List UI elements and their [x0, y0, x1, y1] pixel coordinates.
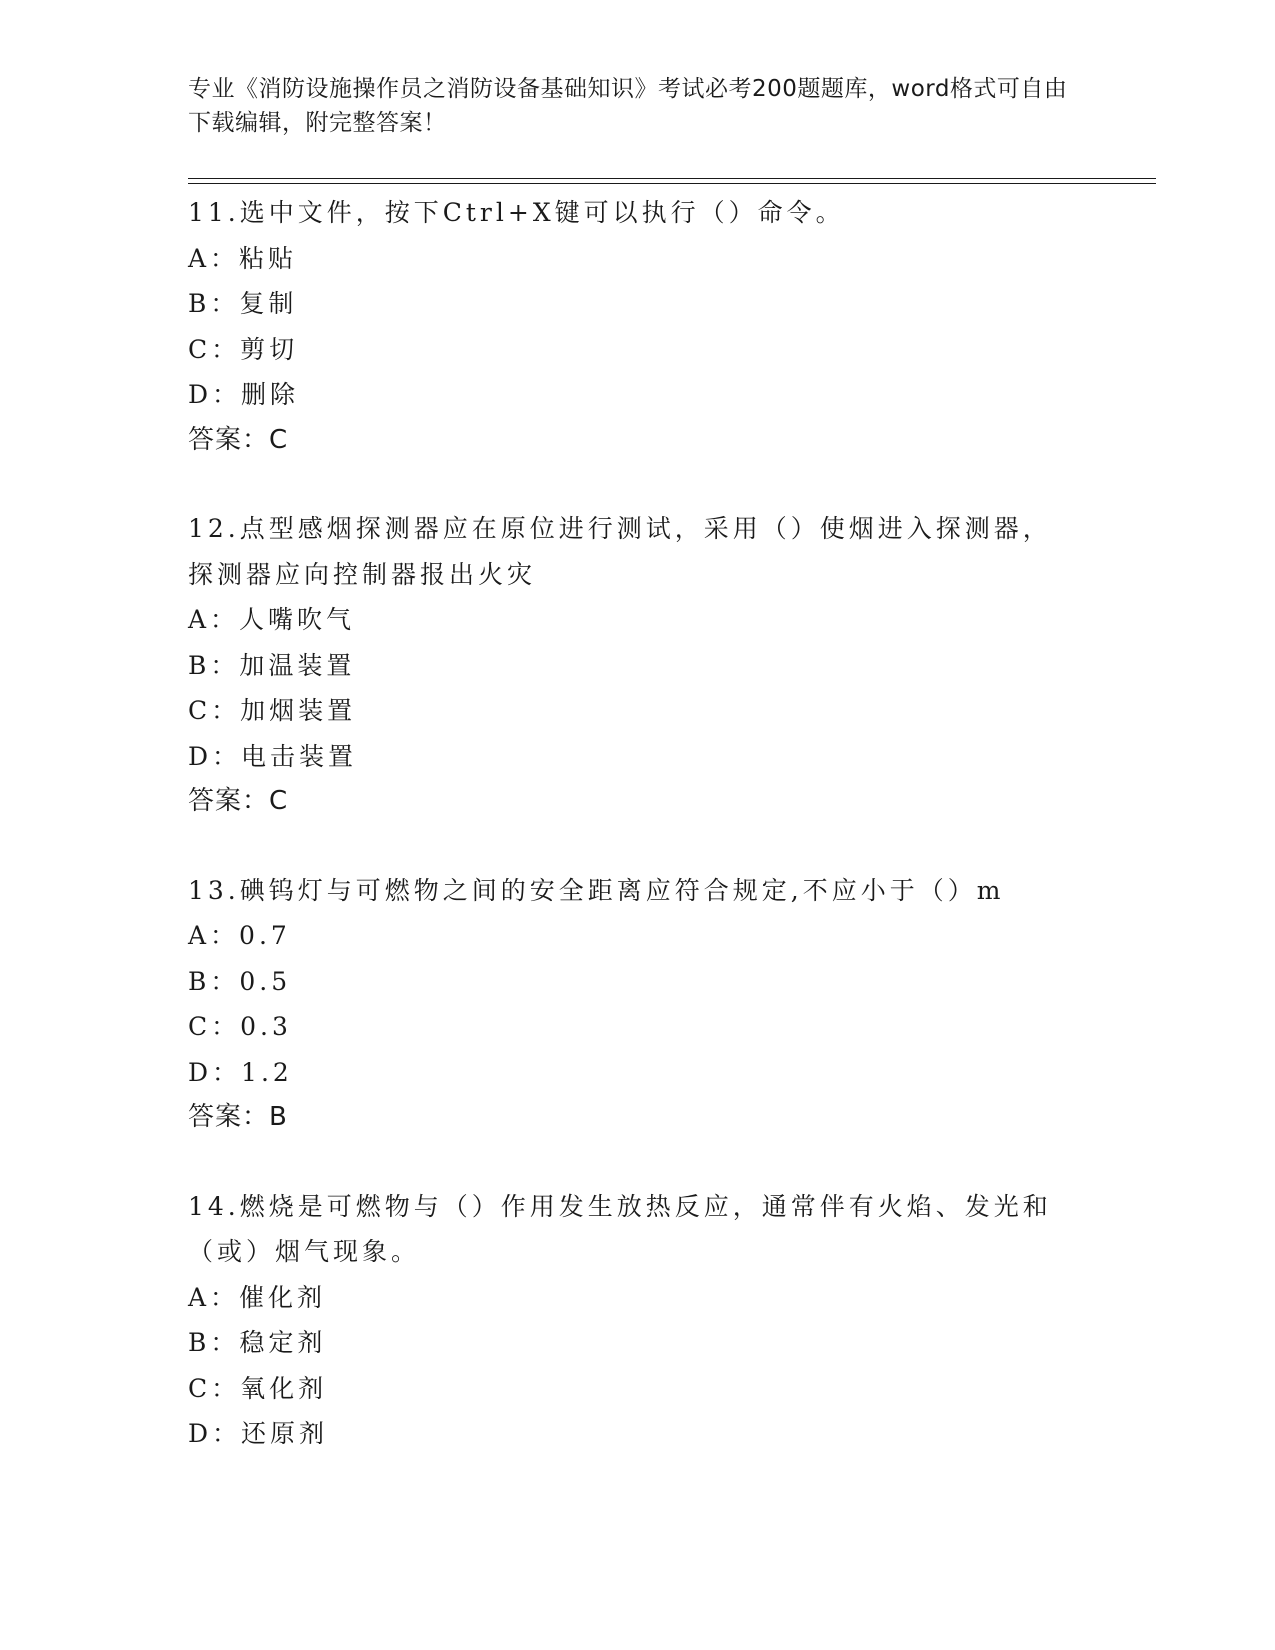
question-stem: 12.点型感烟探测器应在原位进行测试，采用（）使烟进入探测器，探测器应向控制器报出火灾: [188, 514, 1052, 589]
header-divider-bottom: [188, 183, 1156, 184]
option-d: D：1.2: [188, 1057, 293, 1087]
option-c: C：氧化剂: [188, 1373, 328, 1403]
question-stem: 13.碘钨灯与可燃物之间的安全距离应符合规定,不应小于（）m: [188, 875, 1005, 905]
option-a: A：人嘴吹气: [188, 605, 356, 634]
question-item: [188, 868, 1088, 1141]
question-stem: 14.燃烧是可燃物与（）作用发生放热反应，通常伴有火焰、发光和（或）烟气现象。: [188, 1191, 1052, 1266]
option-a: A：粘贴: [188, 243, 298, 273]
option-d: D：删除: [188, 380, 300, 409]
option-a: A：0.7: [188, 921, 291, 950]
option-c: C：剪切: [188, 334, 299, 364]
option-b: B：加温装置: [188, 650, 356, 680]
option-b: B：稳定剂: [188, 1328, 327, 1357]
header-divider-top: [188, 178, 1156, 179]
option-b: B：0.5: [188, 966, 292, 996]
document-header: 专业《消防设施操作员之消防设备基础知识》考试必考200题题库，word格式可自由下载编辑，附完整答案！: [188, 76, 1068, 136]
option-d: D：电击装置: [188, 741, 358, 771]
option-c: C：加烟装置: [188, 696, 357, 725]
answer-line: 答案：C: [188, 786, 289, 816]
question-item: [188, 506, 1088, 825]
option-a: A：催化剂: [188, 1282, 327, 1312]
question-item: [188, 1184, 1088, 1457]
option-b: B：复制: [188, 289, 298, 318]
question-list: [188, 190, 1088, 1500]
answer-line: 答案：C: [188, 424, 289, 455]
question-item: [188, 190, 1088, 463]
option-d: D：还原剂: [188, 1419, 329, 1448]
answer-line: 答案：B: [188, 1102, 288, 1132]
option-c: C：0.3: [188, 1012, 292, 1041]
question-stem: 11.选中文件，按下Ctrl+X键可以执行（）命令。: [188, 198, 845, 227]
